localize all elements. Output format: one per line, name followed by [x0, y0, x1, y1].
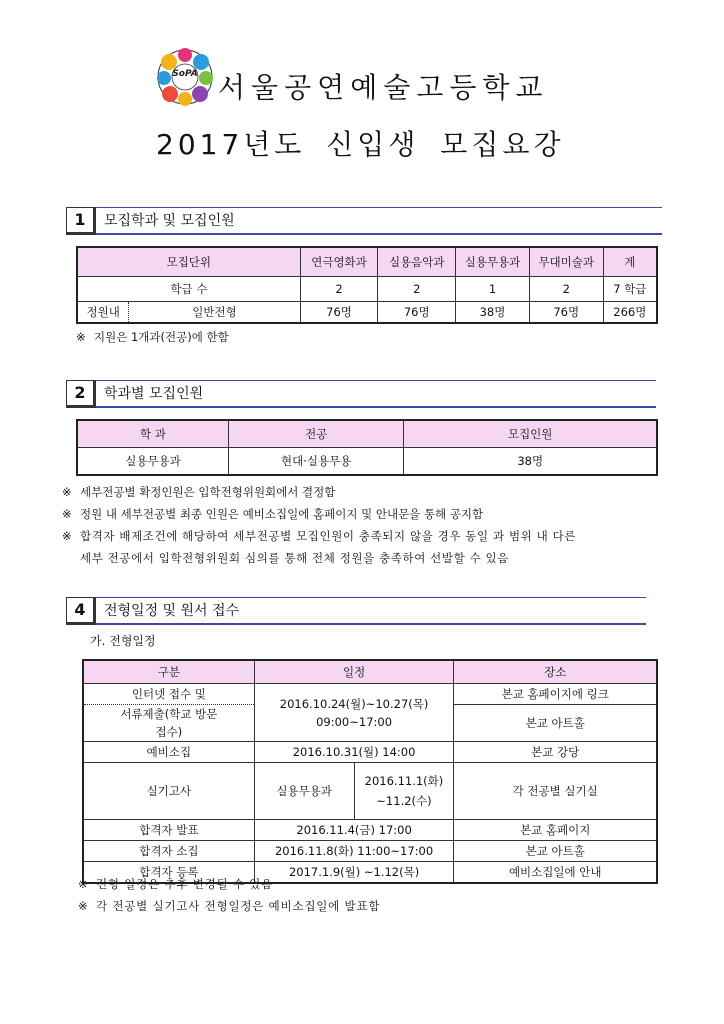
cell: 각 전공별 실기실	[454, 763, 657, 820]
cell: 76명	[529, 302, 603, 324]
cell: 2017.1.9(월) ~1.12(목)	[254, 862, 454, 884]
row-label: 인터넷 접수 및	[83, 684, 254, 705]
header-cell: 모집인원	[404, 420, 657, 448]
section-title: 학과별 모집인원	[104, 386, 204, 402]
section-2-notes	[62, 481, 576, 569]
note-symbol: ※	[62, 529, 73, 543]
schedule-subtitle: 가. 전형일정	[90, 634, 156, 648]
school-name: 서울공연예술고등학교	[218, 71, 549, 104]
header-cell: 일정	[254, 660, 454, 684]
note-symbol: ※	[62, 485, 72, 499]
note	[78, 873, 380, 895]
note	[62, 503, 576, 525]
cell: 7 학급	[603, 277, 657, 302]
note-text: 각 전공별 실기고사 전형일정은 예비소집일에 발표함	[96, 899, 381, 913]
page-title: 2017년도 신입생 모집요강	[156, 128, 565, 161]
apply-place-hall: 본교 아트홀	[454, 705, 657, 742]
section-number: 1	[66, 207, 96, 235]
row-label: 실기고사	[83, 763, 254, 820]
section-number: 2	[66, 380, 96, 408]
note-symbol: ※	[62, 507, 72, 521]
header-cell: 구분	[83, 660, 254, 684]
note-text: 지원은 1개과(전공)에 한함	[94, 330, 229, 344]
apply-time: 09:00~17:00	[316, 714, 393, 729]
note-symbol: ※	[78, 899, 89, 913]
row-label: 예비소집	[83, 742, 254, 763]
note-text: 세부전공별 확정인원은 입학전형위원회에서 결정함	[80, 485, 336, 499]
row-label: 접수)	[83, 723, 254, 742]
note-text: 합격자 배제조건에 해당하여 세부전공별 모집인원이 충족되지 않을 경우 동일 과 범위 내 다른	[80, 529, 577, 543]
row-label: 합격자 소집	[83, 841, 254, 862]
cell: 2016.11.8(화) 11:00~17:00	[254, 841, 454, 862]
apply-place-online: 본교 홈페이지에 링크	[454, 684, 657, 705]
cell: 현대·실용무용	[228, 448, 403, 476]
section-4-header	[66, 597, 646, 625]
apply-date: 2016.10.24(월)~10.27(목)	[279, 696, 429, 711]
header-cell: 실용음악과	[378, 247, 456, 277]
cell: 266명	[603, 302, 657, 324]
note	[78, 895, 380, 917]
cell: 2	[300, 277, 378, 302]
header-cell: 모집단위	[77, 247, 300, 277]
note	[76, 326, 229, 348]
dept-table	[76, 419, 658, 476]
row-label: 서류제출(학교 방문	[83, 705, 254, 724]
cell: 2016.10.31(월) 14:00	[254, 742, 454, 763]
cell: 76명	[378, 302, 456, 324]
section-1-header	[66, 207, 662, 235]
cell: 실용무용과	[77, 448, 228, 476]
header-cell: 장소	[454, 660, 657, 684]
note	[62, 481, 576, 503]
row-label: 정원내	[77, 302, 129, 324]
row-label: 학급 수	[77, 277, 300, 302]
cell: 76명	[300, 302, 378, 324]
cell: 실용무용과	[254, 763, 354, 820]
row-label: 일반전형	[129, 302, 300, 324]
cell: 2	[529, 277, 603, 302]
cell: 본교 홈페이지	[454, 820, 657, 841]
note-continuation: 세부 전공에서 입학전형위원회 심의를 통해 전체 정원을 충족하여 선발할 수 있음	[80, 551, 509, 565]
cell: 본교 아트홀	[454, 841, 657, 862]
section-number: 4	[66, 597, 96, 625]
section-4-notes	[78, 873, 380, 917]
cell: 예비소집일에 안내	[454, 862, 657, 884]
note-text: 정원 내 세부전공별 최종 인원은 예비소집일에 홈페이지 및 안내문을 통해 공지함	[80, 507, 484, 521]
row-label: 합격자 발표	[83, 820, 254, 841]
section-title: 모집학과 및 모집인원	[104, 213, 235, 229]
cell: 2016.11.4(금) 17:00	[254, 820, 454, 841]
header-cell: 학 과	[77, 420, 228, 448]
note-symbol: ※	[76, 330, 86, 344]
row-label: 합격자 등록	[83, 862, 254, 884]
note-symbol: ※	[78, 877, 89, 891]
note-text: 전형 일정은 추후 변경될 수 있음	[96, 877, 274, 891]
cell: 38명	[456, 302, 530, 324]
section-2-header	[66, 380, 656, 408]
schedule-table	[82, 659, 658, 884]
section-title: 전형일정 및 원서 접수	[104, 603, 240, 619]
header-cell: 실용무용과	[456, 247, 530, 277]
cell: 38명	[404, 448, 657, 476]
header-cell: 계	[603, 247, 657, 277]
recruit-table	[76, 246, 658, 324]
header-cell: 전공	[228, 420, 403, 448]
exam-date-start: 2016.11.1(화)	[364, 774, 444, 788]
note	[62, 525, 576, 547]
cell: 1	[456, 277, 530, 302]
logo-text: SoPA	[172, 69, 198, 79]
exam-date-end: ~11.2(수)	[376, 794, 432, 808]
header-cell: 무대미술과	[529, 247, 603, 277]
cell: 2	[378, 277, 456, 302]
header-cell: 연극영화과	[300, 247, 378, 277]
cell: 본교 강당	[454, 742, 657, 763]
